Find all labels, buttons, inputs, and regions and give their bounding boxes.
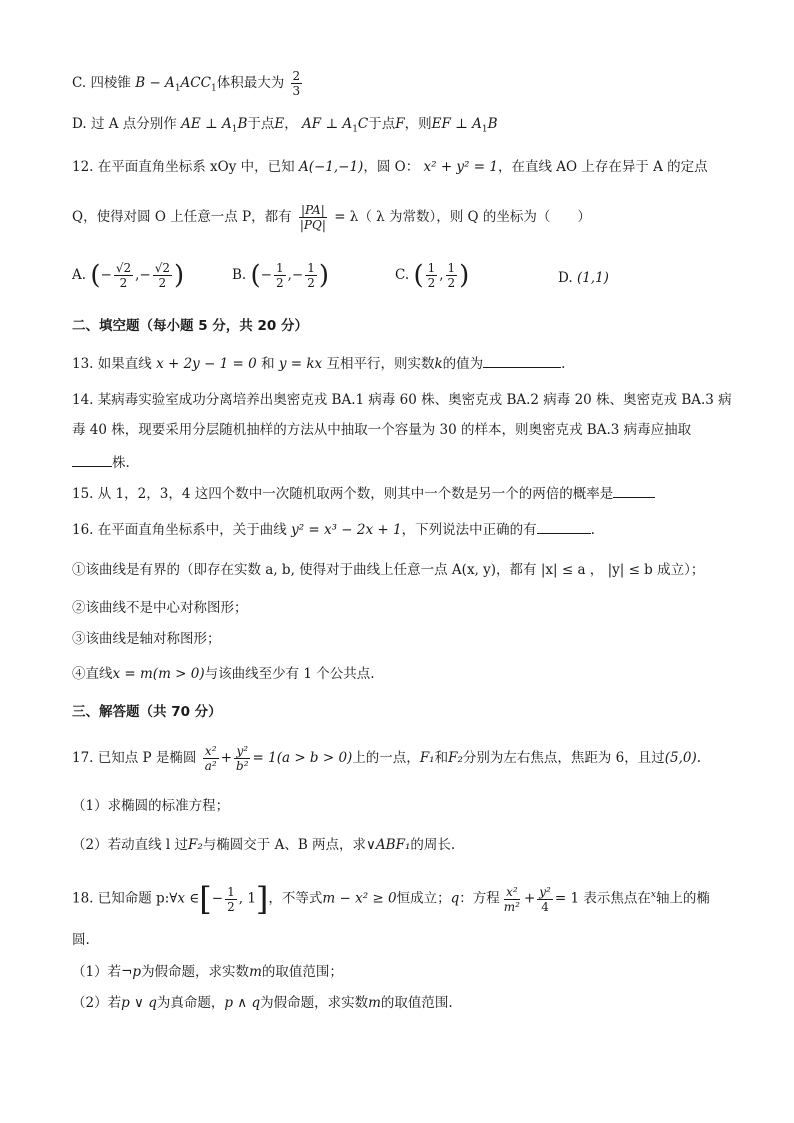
q15: 15. 从 1，2，3，4 这四个数中一次随机取两个数，则其中一个数是另一个的两倍的概率是 — [72, 483, 722, 504]
q12-option-d: D. (1,1) — [558, 270, 609, 286]
q16-statement-2: ②该曲线不是中心对称图形； — [72, 600, 248, 616]
math-expr: EF ⊥ A — [431, 116, 482, 132]
q18-stem: 18. 已知命题 p:∀x ∈[− $\frac{1}{2}$ , 1]，不等式m − x² ≥ 0恒成立；q：方程 $\frac{\text{x²}}{\text{m²}}$ + $\frac{\text{y²}}{4}$ = 1 表示焦点在$^x$轴上的椭 — [72, 880, 710, 918]
math-expr: x = m(m > 0) — [112, 666, 205, 682]
option-text: 体积最大为 — [216, 75, 285, 91]
q11-option-c: C. 四棱锥 $B - A_1ACC_1$体积最大为 $\frac{2}{3}$ — [72, 69, 301, 98]
q13: 13. 如果直线 x + 2y − 1 = 0 和 y = kx 互相平行，则实数k的值为 . — [72, 353, 722, 374]
q16-statement-1: ①该曲线是有界的（即存在实数 a, b, 使得对于曲线上任意一点 A(x, y)，都有 |x| ≤ a ， |y| ≤ b 成立）； — [72, 562, 705, 578]
section-3-title: 三、解答题（共 70 分） — [72, 704, 222, 720]
q18-part-1: （1）若¬p为假命题，求实数m的取值范围； — [72, 964, 343, 980]
q12-line-1: 12. 在平面直角坐标系 xOy 中，已知 A(−1,−1)，圆 O： x² + y² = 1，在直线 AO 上存在异于 A 的定点 — [72, 159, 708, 175]
math-expr: AE ⊥ A — [181, 116, 232, 132]
q17-part-1: （1）求椭圆的标准方程； — [72, 798, 230, 814]
q16-statement-4: ④直线x = m(m > 0)与该曲线至少有 1 个公共点. — [72, 666, 375, 682]
option-label: D. — [72, 116, 87, 132]
math-expr: x + 2y − 1 = 0 — [156, 356, 257, 372]
ratio-fraction: $\frac{|PA|}{|PQ|}$ — [299, 203, 326, 232]
math-expr: y = kx — [278, 356, 323, 372]
math-expr: B − A — [135, 75, 175, 91]
fraction: $\frac{\text{y²}}{\text{b²}}$ — [236, 744, 249, 773]
math-expr: ACC — [180, 75, 211, 91]
option-text: 过 A 点分别作 — [90, 116, 177, 132]
fraction: $\frac{2}{3}$ — [292, 69, 301, 98]
q11-option-d: D. 过 A 点分别作 AE ⊥ $A_1B$于点E， AF ⊥ $A_1C$于点F，则EF ⊥ $A_1B$ — [72, 116, 498, 135]
q12-line-2: Q，使得对圆 O 上任意一点 P，都有 $\frac{|PA|}{|PQ|}$ = λ（ λ 为常数），则 Q 的坐标为（ ） — [72, 203, 591, 232]
q17-stem: 17. 已知点 P 是椭圆 $\frac{\text{x²}}{\text{a²}}$ + $\frac{\text{y²}}{\text{b²}}$ = 1(a > b > 0)上的一点，F₁和F₂分别为左右焦点，焦距为 6，且过(5,0). — [72, 744, 702, 773]
answer-blank[interactable] — [537, 519, 591, 534]
section-2-title: 二、填空题（每小题 5 分，共 20 分） — [72, 318, 308, 334]
q12-option-b: B. (− $\frac{1}{2}$ ,− $\frac{1}{2}$ ) — [232, 260, 330, 291]
math-expr: AF ⊥ A — [302, 116, 353, 132]
q14-line-3: 株. — [72, 452, 722, 473]
q14-line-2: 毒 40 株，现要采用分层随机抽样的方法从中抽取一个容量为 30 的样本，则奥密克戎 BA.3 病毒应抽取 — [72, 422, 692, 438]
q12-option-c: C. ( $\frac{1}{2}$ , $\frac{1}{2}$ ) — [395, 260, 470, 291]
math-expr: x² + y² = 1 — [423, 159, 498, 175]
answer-blank[interactable] — [613, 483, 655, 498]
option-text: 四棱锥 — [90, 75, 131, 91]
q16-statement-3: ③该曲线是轴对称图形； — [72, 631, 221, 647]
q12-options — [72, 262, 722, 298]
math-expr: A(−1,−1) — [298, 159, 364, 175]
fraction: $\frac{\text{x²}}{\text{a²}}$ — [204, 744, 217, 773]
q16-stem: 16. 在平面直角坐标系中，关于曲线 y² = x³ − 2x + 1，下列说法中正确的有 . — [72, 519, 722, 540]
q14-line-1: 14. 某病毒实验室成功分离培养出奥密克戎 BA.1 病毒 60 株、奥密克戎 BA.2 病毒 20 株、奥密克戎 BA.3 病 — [72, 392, 732, 408]
math-expr: y² = x³ − 2x + 1 — [291, 522, 402, 538]
q12-option-a: A. (− $\frac{√2}{2}$ ,− $\frac{√2}{2}$ ) — [72, 260, 185, 291]
q17-part-2: （2）若动直线 l 过F₂与椭圆交于 A、B 两点，求∨ABF₁的周长. — [72, 837, 456, 853]
q18-line-2: 圆. — [72, 932, 90, 948]
answer-blank[interactable] — [72, 452, 112, 467]
answer-blank[interactable] — [483, 353, 561, 368]
q18-part-2: （2）若p ∨ q为真命题，p ∧ q为假命题，求实数m的取值范围. — [72, 995, 453, 1011]
option-label: C. — [72, 75, 87, 91]
